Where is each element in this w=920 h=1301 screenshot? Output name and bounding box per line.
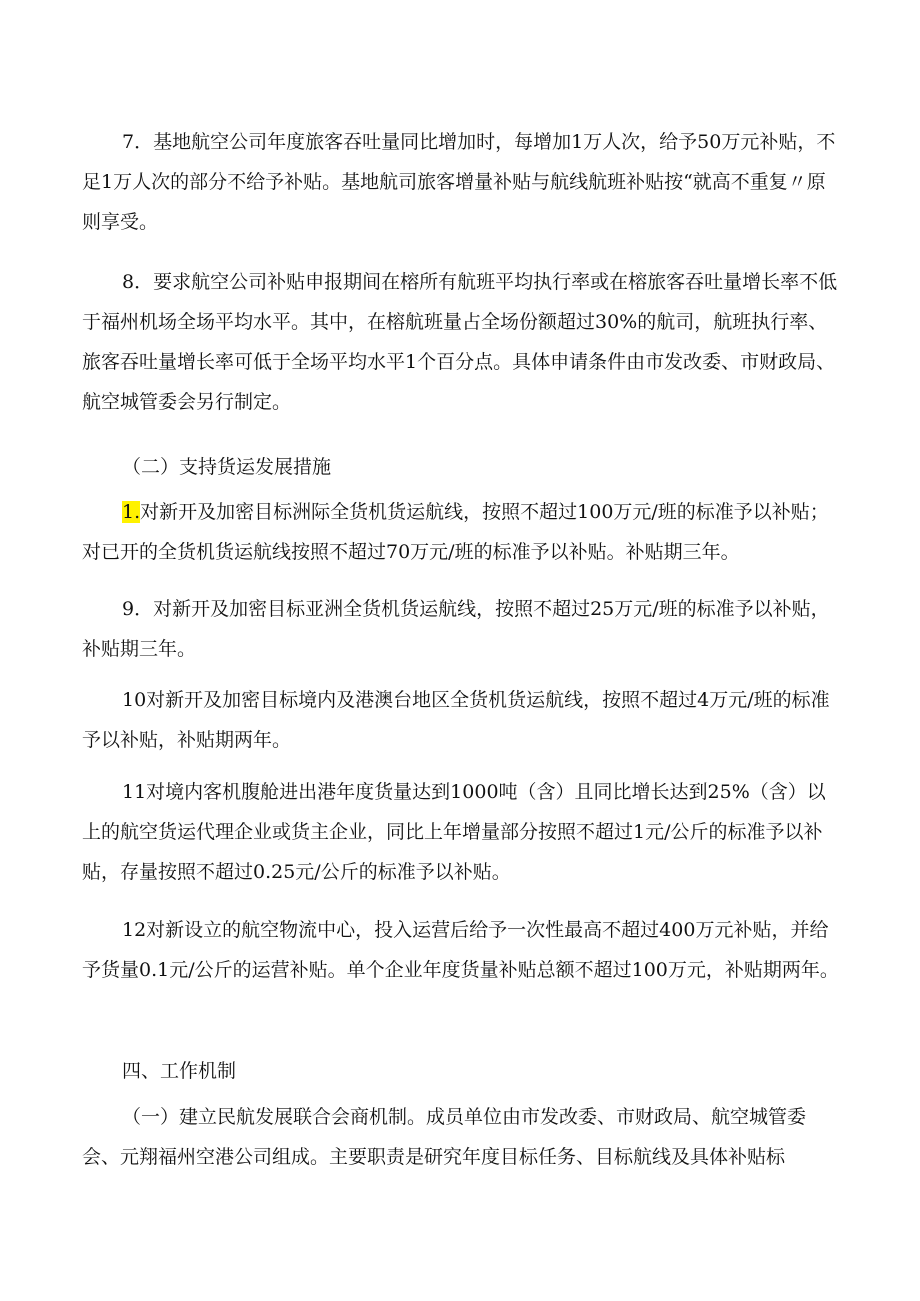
paragraph-item-10: 10对新开及加密目标境内及港澳台地区全货机货运航线，按照不超过4万元/班的标准予以补贴，补贴期两年。: [82, 689, 830, 751]
paragraph-item-11: 11对境内客机腹舱进出港年度货量达到1000吨（含）且同比增长达到25%（含）以上的航空货运代理企业或货主企业，同比上年增量部分按照不超过1元/公斤的标准予以补贴，存量按照不超过0.25元/公斤的标准予以补贴。: [82, 781, 826, 883]
paragraph-item-12: 12对新设立的航空物流中心，投入运营后给予一次性最高不超过400万元补贴，并给予货量0.1元/公斤的运营补贴。单个企业年度货量补贴总额不超过100万元，补贴期两年。: [82, 919, 839, 981]
paragraph-mechanism-1: （一）建立民航发展联合会商机制。成员单位由市发改委、市财政局、航空城管委会、元翔福州空港公司组成。主要职责是研究年度目标任务、目标航线及具体补贴标: [82, 1106, 807, 1168]
paragraph-item-7: 7．基地航空公司年度旅客吞吐量同比增加时，每增加1万人次，给予50万元补贴，不足1万人次的部分不给予补贴。基地航司旅客增量补贴与航线航班补贴按“就高不重复〃原则享受。: [82, 131, 836, 233]
paragraph-freight-item-1: [82, 492, 842, 572]
section-heading-freight: （二）支持货运发展措施: [122, 456, 332, 478]
section-heading-work-mechanism: 四、工作机制: [122, 1060, 237, 1082]
highlighted-marker: 1.: [122, 501, 141, 523]
paragraph-item-9: 9．对新开及加密目标亚洲全货机货运航线，按照不超过25万元/班的标准予以补贴，补贴期三年。: [82, 598, 830, 660]
paragraph-text: 对新开及加密目标洲际全货机货运航线，按照不超过100万元/班的标准予以补贴；对已开的全货机货运航线按照不超过70万元/班的标准予以补贴。补贴期三年。: [82, 501, 829, 563]
paragraph-item-8: 8．要求航空公司补贴申报期间在榕所有航班平均执行率或在榕旅客吞吐量增长率不低于福州机场全场平均水平。其中，在榕航班量占全场份额超过30%的航司，航班执行率、旅客吞吐量增长率可低于全场平均水平1个百分点。具体申请条件由市发改委、市财政局、航空城管委会另行制定。: [82, 271, 838, 413]
